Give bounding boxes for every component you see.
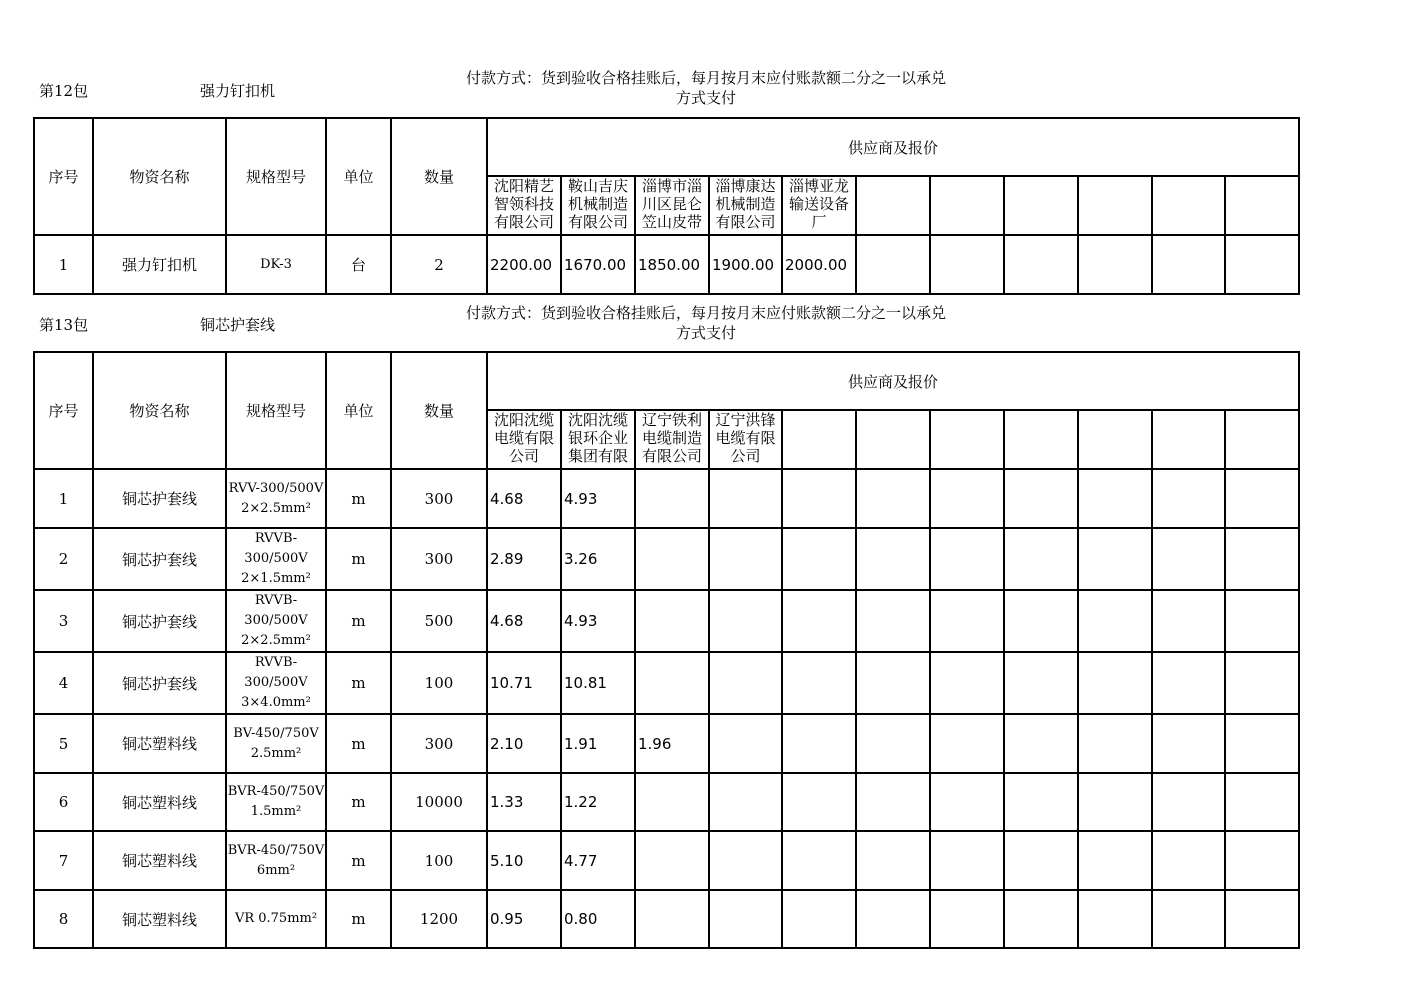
row-material-cell: 铜芯护套线 <box>93 590 226 652</box>
price-cell: 2.10 <box>487 714 561 773</box>
price-cell <box>1152 590 1225 652</box>
price-cell: 4.93 <box>561 469 635 528</box>
price-cell <box>930 714 1004 773</box>
price-cell <box>635 469 709 528</box>
row-material-cell: 铜芯塑料线 <box>93 714 226 773</box>
table-row <box>34 714 1299 773</box>
price-cell <box>709 528 782 590</box>
price-cell <box>1225 831 1299 890</box>
header-unit: 单位 <box>326 352 391 469</box>
header-seq: 序号 <box>34 118 93 235</box>
price-cell <box>635 590 709 652</box>
row-unit-cell: 台 <box>326 235 391 294</box>
price-cell <box>1225 590 1299 652</box>
price-cell <box>709 773 782 831</box>
supplier-name-cell: 辽宁洪锋电缆有限公司 <box>709 410 782 469</box>
price-cell: 3.26 <box>561 528 635 590</box>
row-qty-cell: 100 <box>391 831 487 890</box>
price-cell: 2.89 <box>487 528 561 590</box>
price-cell <box>930 773 1004 831</box>
quote-table <box>33 351 1300 949</box>
price-cell <box>1152 714 1225 773</box>
row-unit-cell: m <box>326 714 391 773</box>
table-row <box>34 890 1299 948</box>
row-seq-cell: 7 <box>34 831 93 890</box>
row-qty-cell: 500 <box>391 590 487 652</box>
header-qty: 数量 <box>391 118 487 235</box>
supplier-name-cell: 淄博市淄川区昆仑笠山皮带 <box>635 176 709 235</box>
row-qty-cell: 100 <box>391 652 487 714</box>
price-cell: 4.68 <box>487 590 561 652</box>
price-cell: 2000.00 <box>782 235 856 294</box>
price-cell <box>1225 469 1299 528</box>
row-qty-cell: 1200 <box>391 890 487 948</box>
price-cell <box>635 831 709 890</box>
table-row <box>34 652 1299 714</box>
price-cell <box>1004 235 1078 294</box>
supplier-name-cell: 沈阳沈缆银环企业集团有限 <box>561 410 635 469</box>
header-seq: 序号 <box>34 352 93 469</box>
price-cell <box>709 652 782 714</box>
price-cell: 1.91 <box>561 714 635 773</box>
header-suppliers: 供应商及报价 <box>487 352 1299 410</box>
supplier-name-cell <box>1078 176 1152 235</box>
row-material-cell: 铜芯塑料线 <box>93 773 226 831</box>
table-row <box>34 773 1299 831</box>
supplier-name-cell <box>1225 410 1299 469</box>
price-cell <box>782 890 856 948</box>
supplier-name-cell <box>856 176 930 235</box>
table-row <box>34 469 1299 528</box>
header-suppliers: 供应商及报价 <box>487 118 1299 176</box>
row-unit-cell: m <box>326 652 391 714</box>
price-cell <box>1004 528 1078 590</box>
row-seq-cell: 1 <box>34 469 93 528</box>
price-cell <box>856 235 930 294</box>
price-cell <box>930 235 1004 294</box>
price-cell: 1.96 <box>635 714 709 773</box>
price-cell <box>782 831 856 890</box>
price-cell <box>856 890 930 948</box>
price-cell <box>930 528 1004 590</box>
row-seq-cell: 5 <box>34 714 93 773</box>
header-qty: 数量 <box>391 352 487 469</box>
price-cell <box>1078 590 1152 652</box>
price-cell <box>1152 773 1225 831</box>
row-spec-cell: RVVB-300/500V 3×4.0mm² <box>226 652 326 714</box>
row-material-cell: 铜芯护套线 <box>93 652 226 714</box>
row-qty-cell: 300 <box>391 528 487 590</box>
price-cell <box>1004 890 1078 948</box>
supplier-name-cell: 淄博康达机械制造有限公司 <box>709 176 782 235</box>
header-material: 物资名称 <box>93 118 226 235</box>
price-cell <box>1078 773 1152 831</box>
price-cell <box>1078 235 1152 294</box>
table-row <box>34 590 1299 652</box>
quote-table <box>33 117 1300 295</box>
row-seq-cell: 2 <box>34 528 93 590</box>
price-cell: 2200.00 <box>487 235 561 294</box>
price-cell <box>930 590 1004 652</box>
row-unit-cell: m <box>326 590 391 652</box>
price-cell <box>1004 831 1078 890</box>
supplier-name-cell <box>782 410 856 469</box>
package-number: 第13包 <box>39 316 89 334</box>
price-cell <box>1078 831 1152 890</box>
row-unit-cell: m <box>326 469 391 528</box>
row-material-cell: 铜芯护套线 <box>93 528 226 590</box>
price-cell <box>1078 890 1152 948</box>
supplier-name-cell <box>1152 176 1225 235</box>
row-material-cell: 铜芯塑料线 <box>93 890 226 948</box>
price-cell <box>635 652 709 714</box>
row-spec-cell: BVR-450/750V 6mm² <box>226 831 326 890</box>
price-cell: 10.81 <box>561 652 635 714</box>
price-cell <box>1152 890 1225 948</box>
row-material-cell: 强力钉扣机 <box>93 235 226 294</box>
row-spec-cell: RVVB-300/500V 2×1.5mm² <box>226 528 326 590</box>
table-row <box>34 235 1299 294</box>
price-cell <box>709 469 782 528</box>
price-cell <box>1004 714 1078 773</box>
payment-terms: 付款方式：货到验收合格挂账后，每月按月末应付账款额二分之一以承兑方式支付 <box>466 69 947 107</box>
row-material-cell: 铜芯护套线 <box>93 469 226 528</box>
price-cell <box>1152 528 1225 590</box>
price-cell <box>1225 652 1299 714</box>
row-spec-cell: RVV-300/500V 2×2.5mm² <box>226 469 326 528</box>
price-cell <box>635 528 709 590</box>
row-seq-cell: 4 <box>34 652 93 714</box>
price-cell <box>1152 235 1225 294</box>
price-cell <box>1004 590 1078 652</box>
price-cell: 1850.00 <box>635 235 709 294</box>
supplier-name-cell <box>1004 176 1078 235</box>
row-qty-cell: 10000 <box>391 773 487 831</box>
price-cell: 5.10 <box>487 831 561 890</box>
price-cell <box>709 831 782 890</box>
row-qty-cell: 300 <box>391 469 487 528</box>
price-cell <box>1004 652 1078 714</box>
row-qty-cell: 2 <box>391 235 487 294</box>
price-cell <box>1152 469 1225 528</box>
price-cell: 1900.00 <box>709 235 782 294</box>
row-unit-cell: m <box>326 890 391 948</box>
row-unit-cell: m <box>326 773 391 831</box>
price-cell <box>1152 831 1225 890</box>
row-material-cell: 铜芯塑料线 <box>93 831 226 890</box>
row-spec-cell: VR 0.75mm² <box>226 890 326 948</box>
price-cell <box>1004 469 1078 528</box>
price-cell: 4.77 <box>561 831 635 890</box>
price-cell: 4.68 <box>487 469 561 528</box>
price-cell <box>1078 652 1152 714</box>
row-qty-cell: 300 <box>391 714 487 773</box>
price-cell <box>856 652 930 714</box>
supplier-name-cell: 沈阳精艺智领科技有限公司 <box>487 176 561 235</box>
supplier-name-cell <box>856 410 930 469</box>
price-cell <box>856 469 930 528</box>
price-cell <box>782 773 856 831</box>
price-cell <box>709 890 782 948</box>
supplier-name-cell <box>930 410 1004 469</box>
price-cell: 4.93 <box>561 590 635 652</box>
price-cell <box>1078 528 1152 590</box>
price-cell <box>1225 528 1299 590</box>
row-seq-cell: 1 <box>34 235 93 294</box>
price-cell <box>856 714 930 773</box>
supplier-name-cell: 鞍山吉庆机械制造有限公司 <box>561 176 635 235</box>
price-cell: 10.71 <box>487 652 561 714</box>
supplier-name-cell <box>930 176 1004 235</box>
price-cell <box>782 469 856 528</box>
price-cell <box>635 890 709 948</box>
row-unit-cell: m <box>326 831 391 890</box>
price-cell <box>1152 652 1225 714</box>
header-spec: 规格型号 <box>226 118 326 235</box>
price-cell: 1670.00 <box>561 235 635 294</box>
price-cell <box>1078 469 1152 528</box>
price-cell <box>930 469 1004 528</box>
price-cell <box>1225 773 1299 831</box>
row-spec-cell: RVVB-300/500V 2×2.5mm² <box>226 590 326 652</box>
price-cell <box>709 714 782 773</box>
price-cell: 0.95 <box>487 890 561 948</box>
price-cell <box>709 590 782 652</box>
table-row <box>34 528 1299 590</box>
price-cell <box>856 590 930 652</box>
row-unit-cell: m <box>326 528 391 590</box>
supplier-name-cell <box>1004 410 1078 469</box>
table-row <box>34 831 1299 890</box>
price-cell <box>1225 714 1299 773</box>
header-unit: 单位 <box>326 118 391 235</box>
price-cell <box>782 528 856 590</box>
supplier-name-cell: 辽宁铁利电缆制造有限公司 <box>635 410 709 469</box>
row-seq-cell: 6 <box>34 773 93 831</box>
header-material: 物资名称 <box>93 352 226 469</box>
supplier-name-cell: 沈阳沈缆电缆有限公司 <box>487 410 561 469</box>
price-cell <box>930 890 1004 948</box>
supplier-name-cell <box>1078 410 1152 469</box>
price-cell <box>635 773 709 831</box>
price-cell <box>930 652 1004 714</box>
price-cell: 0.80 <box>561 890 635 948</box>
supplier-name-cell <box>1225 176 1299 235</box>
header-spec: 规格型号 <box>226 352 326 469</box>
price-cell: 1.33 <box>487 773 561 831</box>
price-cell: 1.22 <box>561 773 635 831</box>
price-cell <box>782 652 856 714</box>
package-name: 强力钉扣机 <box>200 82 276 100</box>
price-cell <box>856 528 930 590</box>
price-cell <box>856 831 930 890</box>
package-name: 铜芯护套线 <box>200 316 276 334</box>
price-cell <box>1078 714 1152 773</box>
price-cell <box>782 590 856 652</box>
row-spec-cell: DK-3 <box>226 235 326 294</box>
payment-terms: 付款方式：货到验收合格挂账后，每月按月末应付账款额二分之一以承兑方式支付 <box>466 304 947 342</box>
price-cell <box>1004 773 1078 831</box>
price-cell <box>1225 235 1299 294</box>
row-seq-cell: 3 <box>34 590 93 652</box>
price-cell <box>856 773 930 831</box>
price-cell <box>782 714 856 773</box>
price-cell <box>1225 890 1299 948</box>
package-number: 第12包 <box>39 82 89 100</box>
price-cell <box>930 831 1004 890</box>
supplier-name-cell <box>1152 410 1225 469</box>
row-spec-cell: BVR-450/750V 1.5mm² <box>226 773 326 831</box>
supplier-name-cell: 淄博亚龙输送设备厂 <box>782 176 856 235</box>
row-seq-cell: 8 <box>34 890 93 948</box>
row-spec-cell: BV-450/750V 2.5mm² <box>226 714 326 773</box>
